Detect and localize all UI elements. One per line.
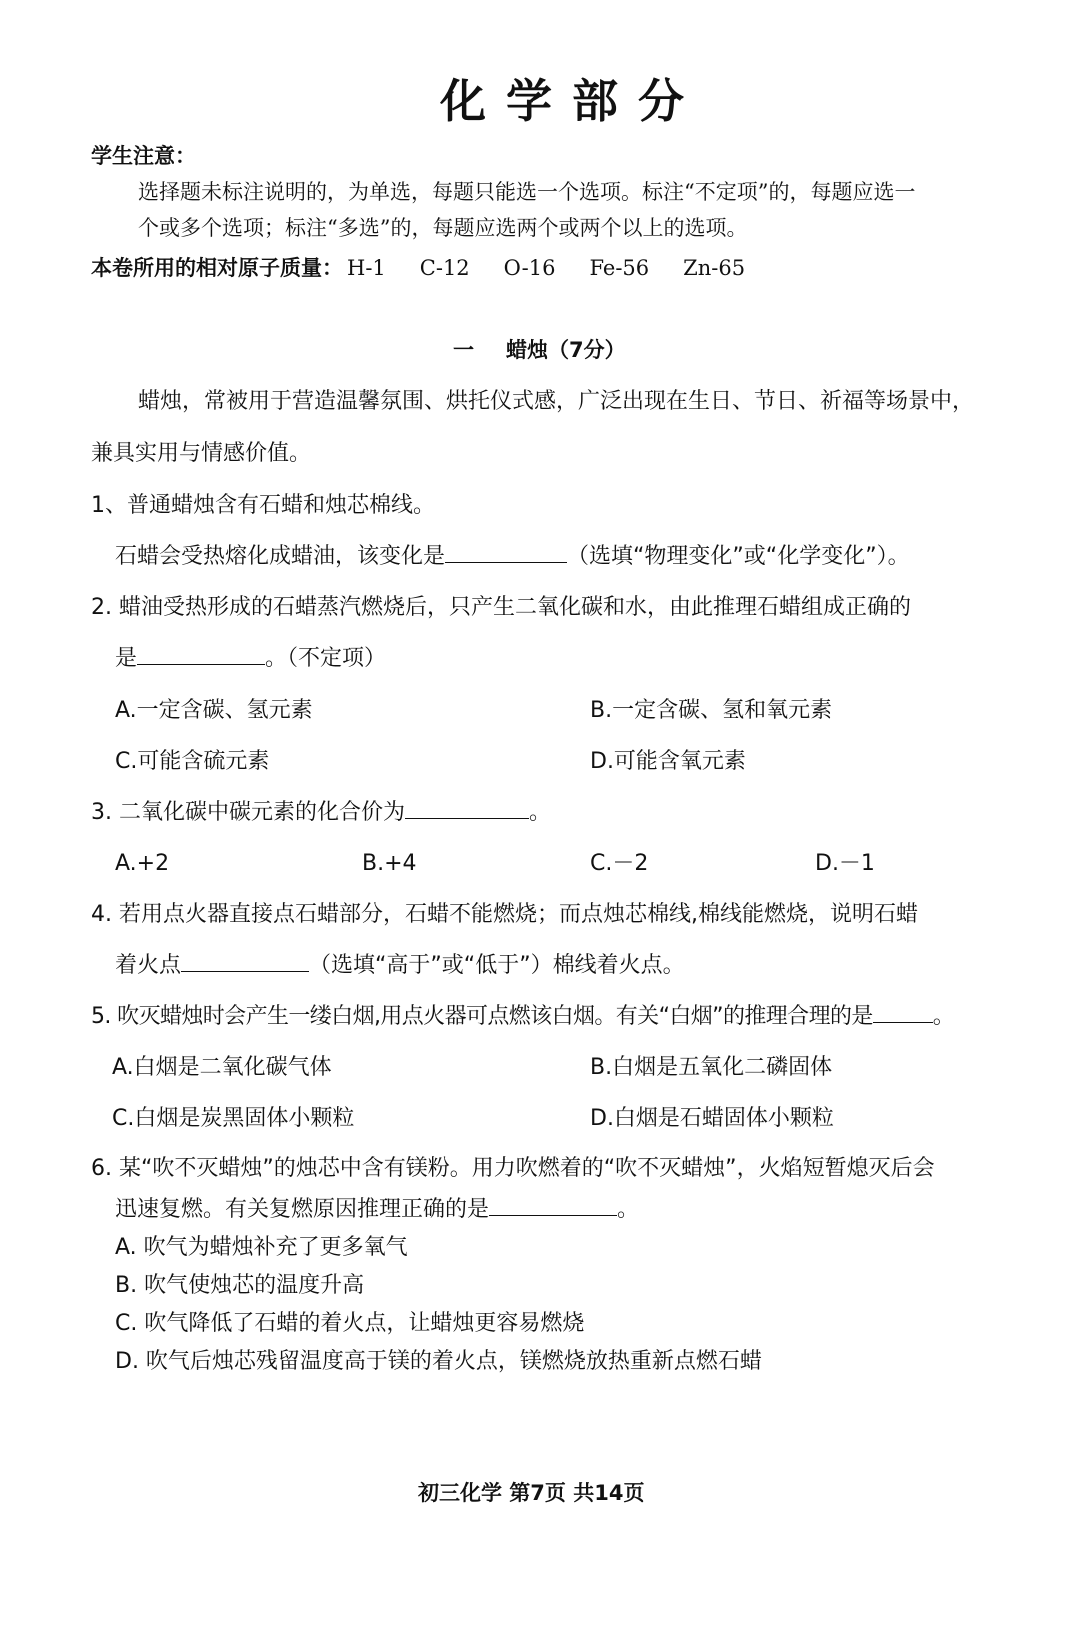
question-2-hint: 。（不定项） [265,646,387,671]
question-4-line-2 [115,955,685,977]
section-title: 蜡烛（7分） [506,338,626,362]
question-6-option-b: B. 吹气使烛芯的温度升高 [115,1273,365,1298]
section-number: 一 [453,338,474,362]
question-5-option-d: D.白烟是石蜡固体小颗粒 [590,1106,834,1131]
atomic-mass-h: H-1 [347,256,386,280]
question-2-option-a: A.一定含碳、氢元素 [115,698,313,723]
question-3-option-c: C.－2 [590,851,649,876]
question-1-text: 石蜡会受热熔化成蜡油，该变化是 [115,544,446,569]
answer-blank-3 [405,817,529,819]
question-5-option-a: A.白烟是二氧化碳气体 [112,1055,332,1080]
question-3-line-1 [91,802,551,824]
answer-blank-5 [873,1021,933,1023]
atomic-mass-line [91,258,745,279]
section-intro-line-1: 蜡烛，常被用于营造温馨氛围、烘托仪式感，广泛出现在生日、节日、祈福等场景中， [138,389,975,414]
atomic-mass-c: C-12 [419,256,470,280]
question-6-end: 。 [617,1197,640,1222]
answer-blank-4 [181,970,309,972]
question-2-line-1: 2. 蜡油受热形成的石蜡蒸汽燃烧后，只产生二氧化碳和水，由此推理石蜡组成正确的 [91,595,911,620]
section-intro-line-2: 兼具实用与情感价值。 [91,441,312,466]
question-1-line-1: 1、普通蜡烛含有石蜡和烛芯棉线。 [91,493,435,518]
question-3-text: 3. 二氧化碳中碳元素的化合价为 [91,800,405,825]
question-5-end: 。 [932,1004,955,1029]
atomic-mass-zn: Zn-65 [683,256,746,280]
question-6-line-2 [115,1199,639,1221]
page-title: 化学部分 [440,74,704,128]
answer-blank-1 [445,561,567,563]
question-3-option-b: B.+4 [362,851,417,876]
answer-blank-2 [137,663,265,665]
question-5-option-b: B.白烟是五氧化二磷固体 [590,1055,833,1080]
question-4-hint: （选填“高于”或“低于”）棉线着火点。 [309,953,685,978]
notice-line-1: 选择题未标注说明的，为单选，每题只能选一个选项。标注“不定项”的，每题应选一 [138,180,916,204]
question-6-option-a: A. 吹气为蜡烛补充了更多氧气 [115,1235,408,1260]
atomic-mass-fe: Fe-56 [589,256,650,280]
page-footer: 初三化学 第7页 共14页 [418,1481,645,1505]
question-2-line-2 [115,648,386,670]
answer-blank-6 [489,1214,617,1216]
question-4-text: 着火点 [115,953,182,978]
question-1-line-2 [115,546,910,568]
question-2-option-b: B.一定含碳、氢和氧元素 [590,698,833,723]
question-2-option-d: D.可能含氧元素 [590,749,746,774]
question-2-text: 是 [115,646,138,671]
atomic-mass-o: O-16 [503,256,556,280]
question-6-option-c: C. 吹气降低了石蜡的着火点，让蜡烛更容易燃烧 [115,1311,585,1336]
question-3-end: 。 [528,800,551,825]
question-2-option-c: C.可能含硫元素 [115,749,270,774]
question-3-option-d: D.－1 [815,851,875,876]
atomic-mass-label: 本卷所用的相对原子质量： [91,256,343,280]
notice-line-2: 个或多个选项；标注“多选”的，每题应选两个或两个以上的选项。 [138,216,748,240]
question-5-option-c: C.白烟是炭黑固体小颗粒 [112,1106,355,1131]
question-6-text: 迅速复燃。有关复燃原因推理正确的是 [115,1197,490,1222]
question-6-line-1: 6. 某“吹不灭蜡烛”的烛芯中含有镁粉。用力吹燃着的“吹不灭蜡烛”，火焰短暂熄灭后会 [91,1156,935,1181]
question-5-text: 5. 吹灭蜡烛时会产生一缕白烟,用点火器可点燃该白烟。有关“白烟”的推理合理的是 [91,1004,873,1029]
question-6-option-d: D. 吹气后烛芯残留温度高于镁的着火点，镁燃烧放热重新点燃石蜡 [115,1349,762,1374]
question-4-line-1: 4. 若用点火器直接点石蜡部分，石蜡不能燃烧；而点烛芯棉线,棉线能燃烧，说明石蜡 [91,902,918,927]
question-3-option-a: A.+2 [115,851,170,876]
question-1-hint: （选填“物理变化”或“化学变化”）。 [567,544,910,569]
notice-heading: 学生注意： [91,144,196,168]
question-5-line-1 [91,1006,954,1028]
